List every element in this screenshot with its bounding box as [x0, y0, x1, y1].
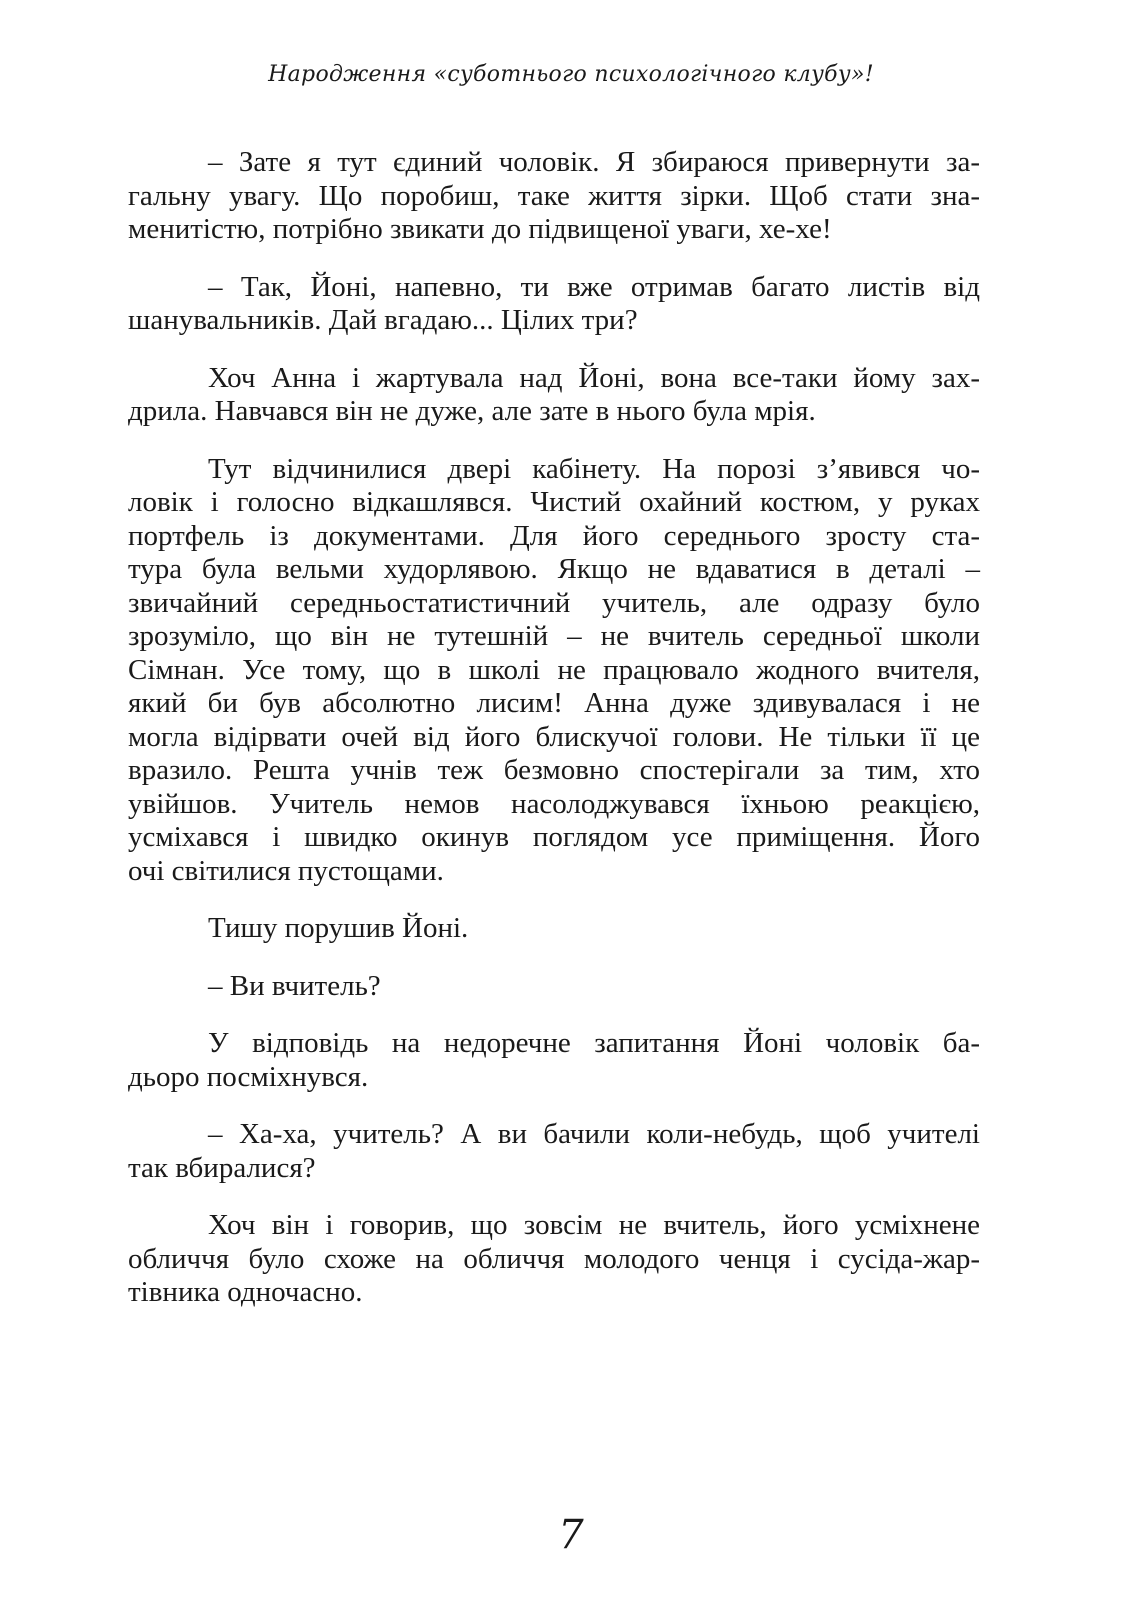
text-line: – Зате я тут єдиний чоловік. Я збираюся привернути за-	[208, 146, 980, 178]
text-line: Хоч Анна і жартувала над Йоні, вона все-таки йому зах-	[208, 361, 980, 394]
text-line: гальну увагу. Що поробиш, таке життя зірки. Щоб стати зна-	[128, 179, 980, 212]
text-line: портфель із документами. Для його середнього зросту ста-	[128, 519, 980, 552]
page-body	[128, 146, 980, 1334]
text-line: очі світилися пустощами.	[128, 854, 444, 887]
text-line: – Ви вчитель?	[208, 969, 381, 1002]
paragraph	[128, 970, 980, 1004]
text-line: зрозуміло, що він не тутешній – не вчитель середньої школи	[128, 620, 980, 652]
text-line: могла відірвати очей від його блискучої голови. Не тільки її це	[128, 720, 980, 753]
paragraph	[128, 1027, 980, 1094]
text-line: тура була вельми худорлявою. Якщо не вдаватися в деталі –	[128, 553, 980, 585]
text-line: дьоро посміхнувся.	[128, 1060, 369, 1093]
text-line: Тишу порушив Йоні.	[208, 912, 469, 944]
paragraph	[128, 1209, 980, 1310]
text-line: усміхався і швидко окинув поглядом усе приміщення. Його	[128, 821, 980, 853]
text-line: дрила. Навчався він не дуже, але зате в нього була мрія.	[128, 395, 816, 427]
text-line: – Так, Йоні, напевно, ти вже отримав багато листів від	[208, 270, 980, 303]
paragraph	[128, 1118, 980, 1185]
text-line: так вбиралися?	[128, 1151, 316, 1184]
text-line: – Ха-ха, учитель? А ви бачили коли-небудь, щоб учителі	[208, 1118, 980, 1150]
text-line: звичайний середньостатистичний учитель, але одразу було	[128, 586, 980, 619]
text-line: ловік і голосно відкашлявся. Чистий охайний костюм, у руках	[128, 486, 980, 518]
paragraph	[128, 912, 980, 946]
text-line: Тут відчинилися двері кабінету. На порозі з’явився чо-	[208, 452, 980, 485]
text-line: обличчя було схоже на обличчя молодого ченця і сусіда-жар-	[128, 1242, 980, 1275]
text-line: менитістю, потрібно звикати до підвищеної уваги, хе-хе!	[128, 213, 832, 245]
text-line: вразило. Решта учнів теж безмовно спостерігали за тим, хто	[128, 754, 980, 786]
text-line: тівника одночасно.	[128, 1276, 363, 1308]
text-line: увійшов. Учитель немов насолоджувався їхньою реакцією,	[128, 787, 980, 820]
paragraph	[128, 453, 980, 889]
page-number: 7	[558, 1512, 584, 1558]
text-line: Хоч він і говорив, що зовсім не вчитель, його усміхнене	[208, 1209, 980, 1241]
text-line: шанувальників. Дай вгадаю... Цілих три?	[128, 304, 638, 336]
paragraph	[128, 271, 980, 338]
text-line: У відповідь на недоречне запитання Йоні чоловік ба-	[208, 1027, 980, 1059]
text-line: Сімнан. Усе тому, що в школі не працювало жодного вчителя,	[128, 653, 980, 686]
paragraph	[128, 362, 980, 429]
paragraph	[128, 146, 980, 247]
running-header: Народження «суботнього психологічного клубу»!	[268, 62, 874, 87]
text-line: який би був абсолютно лисим! Анна дуже здивувалася і не	[128, 687, 980, 719]
